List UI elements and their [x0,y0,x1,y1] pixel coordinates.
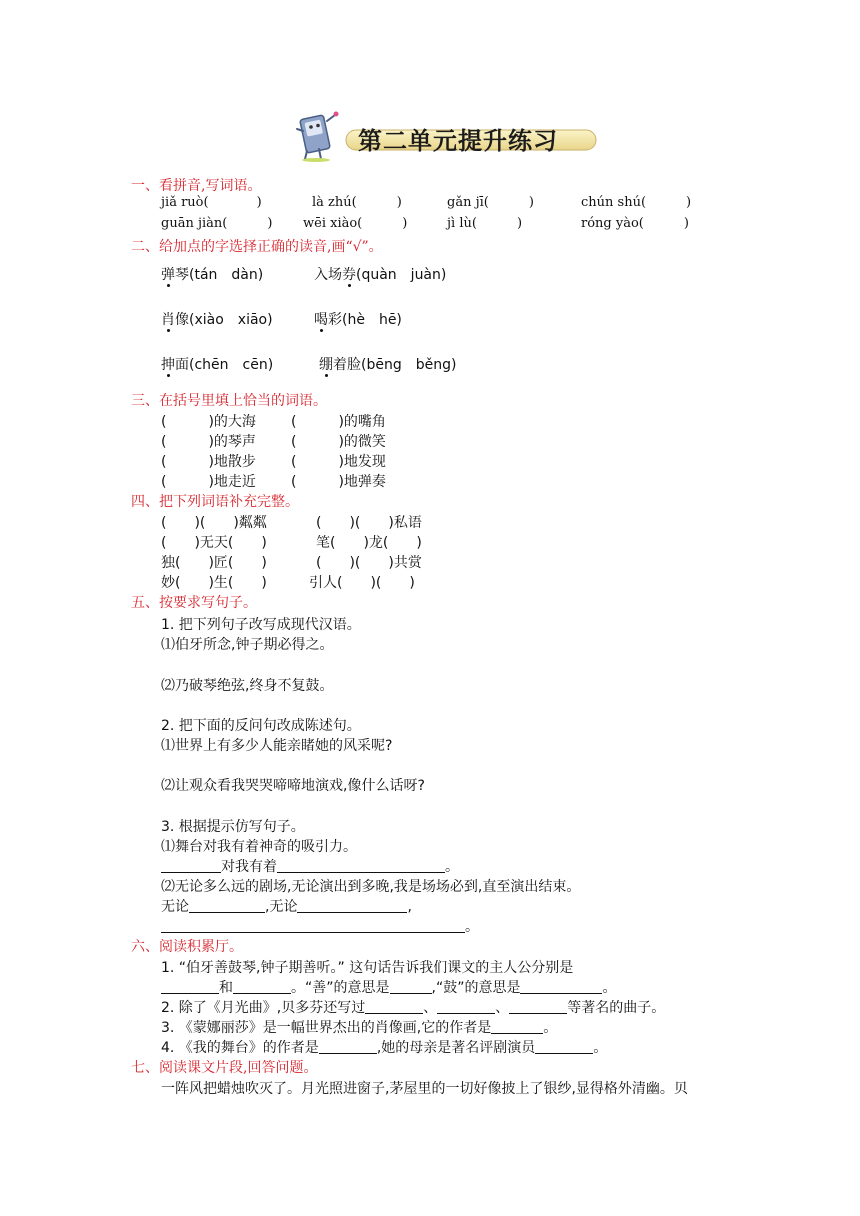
question-text: 1. “伯牙善鼓琴,钟子期善听。” 这句话告诉我们课文的主人公分别是 [161,960,574,976]
reading-choice: 喝彩(hè hē) [314,312,402,328]
pinyin-item: gǎn jī( ) [447,195,534,210]
idiom-item: 妙( )生( ) [161,575,267,591]
question-text: ⑵无论多么远的剧场,无论演出到多晚,我是场场必到,直至演出结束。 [161,879,581,895]
reading-choice: 肖像(xiào xiāo) [161,312,273,328]
section-7-heading: 七、阅读课文片段,回答问题。 [131,1060,318,1076]
pinyin-item: guān jiàn( ) [161,216,273,231]
fill-item: ( )地散步 [161,454,256,470]
pinyin-item: róng yào( ) [581,216,689,231]
pinyin-item: wēi xiào( ) [303,216,408,231]
idiom-item: ( )( )共赏 [316,555,422,571]
fill-item: ( )地走近 [161,474,256,490]
question-text: ⑵让观众看我哭哭啼啼地演戏,像什么话呀? [161,778,425,794]
question-text: ⑴世界上有多少人能亲睹她的风采呢? [161,738,393,754]
question-text: ⑴舞台对我有着神奇的吸引力。 [161,839,357,855]
reading-choice: 弹琴(tán dàn) [161,267,264,283]
question-text: 1. 把下列句子改写成现代汉语。 [161,617,361,633]
section-3-heading: 三、在括号里填上恰当的词语。 [131,393,327,409]
question-text: 2. 除了《月光曲》,贝多芬还写过 、 、 等著名的曲子。 [161,1000,666,1016]
fill-item: ( )的嘴角 [291,414,386,430]
answer-line: 对我有着 。 [161,856,459,876]
fill-item: ( )的大海 [161,414,256,430]
idiom-item: ( )无天( ) [161,535,267,551]
answer-line: 。 [161,916,479,936]
section-2-heading: 二、给加点的字选择正确的读音,画“√”。 [131,239,383,255]
book-mascot-icon [289,109,343,163]
pinyin-item: jì lù( ) [447,216,523,231]
fill-item: ( )地发现 [291,454,386,470]
question-text: 3. 《蒙娜丽莎》是一幅世界杰出的肖像画,它的作者是 。 [161,1020,558,1036]
reading-choice: 绷着脸(bēng běng) [319,357,457,373]
pinyin-item: là zhú( ) [312,195,402,210]
page-title: 第二单元提升练习 [358,126,558,155]
idiom-item: 笔( )龙( ) [316,535,422,551]
fill-item: ( )的琴声 [161,434,256,450]
pinyin-item: chún shú( ) [581,195,692,210]
passage-text: 一阵风把蜡烛吹灭了。月光照进窗子,茅屋里的一切好像披上了银纱,显得格外清幽。贝 [161,1081,688,1097]
question-text: 4. 《我的舞台》的作者是 ,她的母亲是著名评剧演员 。 [161,1040,608,1056]
fill-item: ( )地弹奏 [291,474,386,490]
answer-line: 和 。“善”的意思是 ,“鼓”的意思是 。 [161,977,616,997]
section-1-heading: 一、看拼音,写词语。 [131,178,262,194]
question-text: 3. 根据提示仿写句子。 [161,819,305,835]
idiom-item: ( )( )私语 [316,515,422,531]
idiom-item: 独( )匠( ) [161,555,267,571]
idiom-item: 引人( )( ) [309,575,415,591]
idiom-item: ( )( )粼粼 [161,515,267,531]
reading-choice: 抻面(chēn cēn) [161,357,274,373]
question-text: 2. 把下面的反问句改成陈述句。 [161,718,361,734]
answer-line: 无论 ,无论 , [161,899,412,915]
reading-choice: 入场券(quàn juàn) [314,267,447,283]
fill-item: ( )的微笑 [291,434,386,450]
pinyin-item: jiǎ ruò( ) [161,195,262,210]
question-text: ⑴伯牙所念,钟子期必得之。 [161,637,334,653]
section-5-heading: 五、按要求写句子。 [131,595,257,611]
question-text: ⑵乃破琴绝弦,终身不复鼓。 [161,678,334,694]
section-4-heading: 四、把下列词语补充完整。 [131,494,299,510]
section-6-heading: 六、阅读积累厅。 [131,939,243,955]
